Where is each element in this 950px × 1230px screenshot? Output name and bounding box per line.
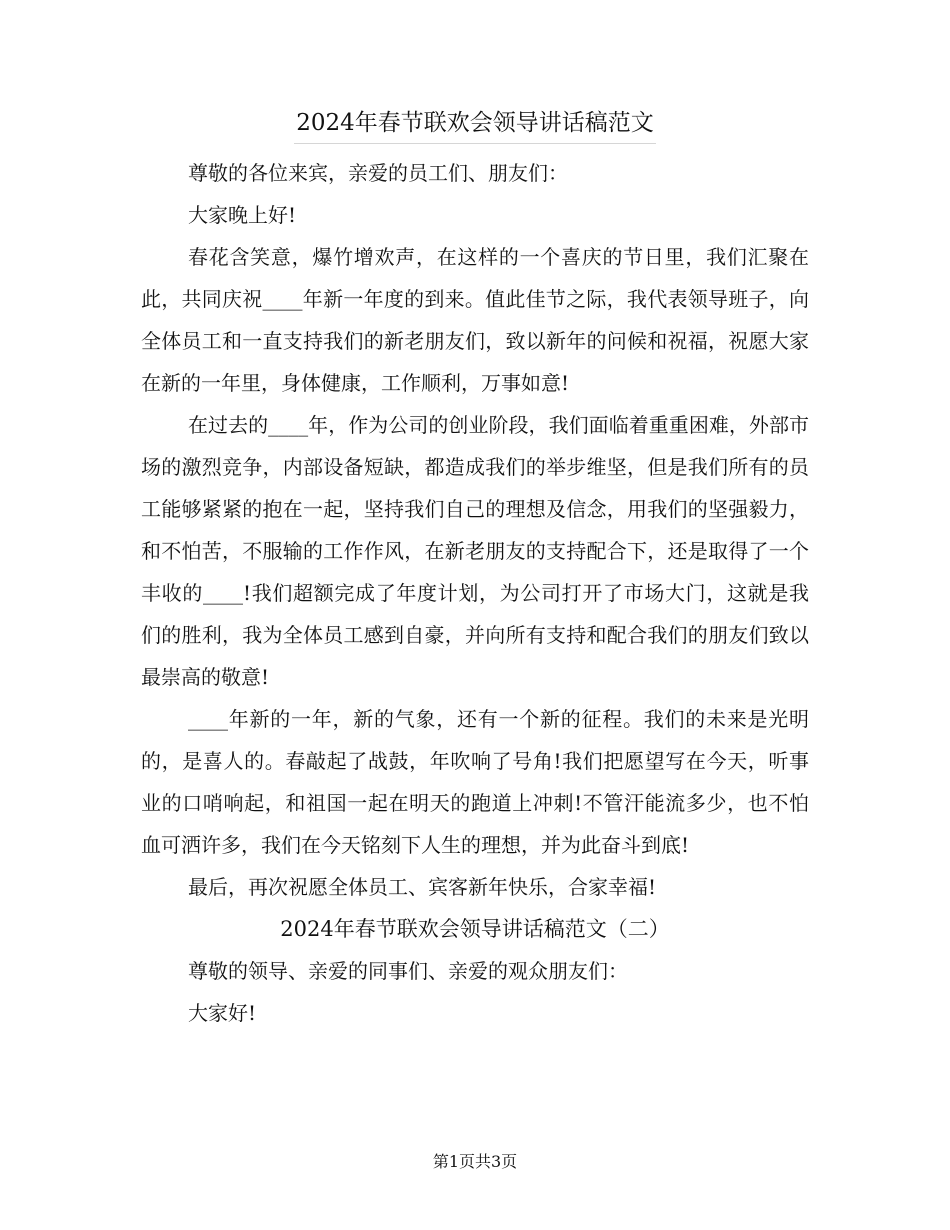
paragraph-review: 在过去的____年，作为公司的创业阶段，我们面临着重重困难，外部市场的激烈竞争，内部设备短缺，都造成我们的举步维坚，但是我们所有的员工能够紧紧的抱在一起，坚持我们自己的理想及信念，用我们的坚强毅力，和不怕苦，不服输的工作作风，在新老朋友的支持配合下，还是取得了一个丰收的____!我们超额完成了年度计划，为公司打开了市场大门，这就是我们的胜利，我为全体员工感到自豪，并向所有支持和配合我们的朋友们致以最崇高的敬意! <box>141 413 809 689</box>
paragraph-greeting: 大家晚上好! <box>188 203 297 227</box>
section-subtitle: 2024年春节联欢会领导讲话稿范文（二） <box>280 917 670 941</box>
paragraph-outlook: ____年新的一年，新的气象，还有一个新的征程。我们的未来是光明的，是喜人的。春敲起了战鼓，年吹响了号角!我们把愿望写在今天，听事业的口哨响起，和祖国一起在明天的跑道上冲刺!不管汗能流多少，也不怕血可洒许多，我们在今天铭刻下人生的理想，并为此奋斗到底! <box>141 707 809 857</box>
paragraph-closing: 最后，再次祝愿全体员工、宾客新年快乐，合家幸福! <box>188 875 657 899</box>
page-footer <box>0 1152 950 1172</box>
document-title <box>0 103 950 144</box>
paragraph-opening: 春花含笑意，爆竹增欢声，在这样的一个喜庆的节日里，我们汇聚在此，共同庆祝____年新一年度的到来。值此佳节之际，我代表领导班子，向全体员工和一直支持我们的新老朋友们，致以新年的问候和祝福，祝愿大家在新的一年里，身体健康，工作顺利，万事如意! <box>141 245 809 395</box>
page-number: 第1页共3页 <box>432 1152 518 1171</box>
paragraph-greeting-2: 大家好! <box>188 1001 257 1025</box>
document-body <box>141 152 809 1034</box>
paragraph-salutation: 尊敬的各位来宾，亲爱的员工们、朋友们： <box>188 161 568 185</box>
paragraph-salutation-2: 尊敬的领导、亲爱的同事们、亲爱的观众朋友们： <box>188 959 628 983</box>
document-title-text: 2024年春节联欢会领导讲话稿范文 <box>294 103 656 144</box>
